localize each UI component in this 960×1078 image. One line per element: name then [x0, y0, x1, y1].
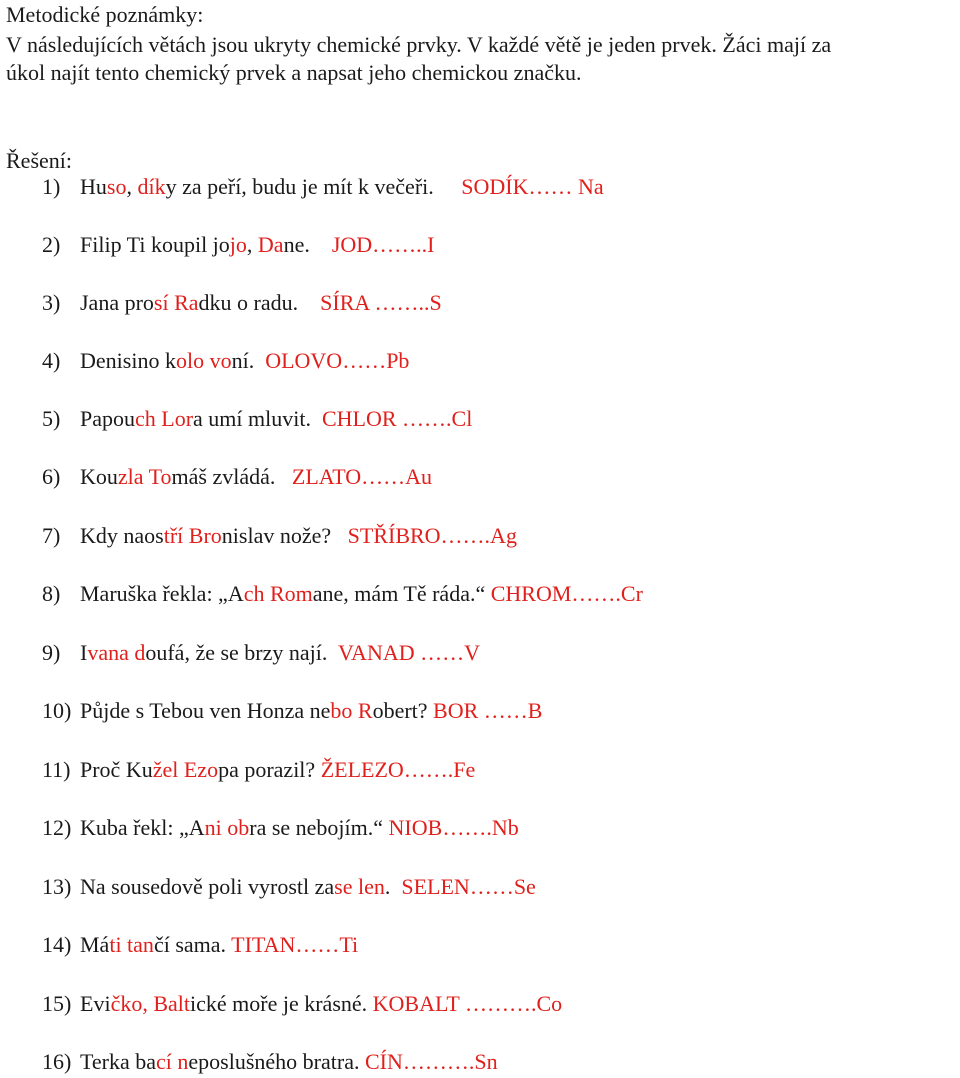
highlighted-element-fragment: ŽELEZO…….Fe — [320, 757, 476, 782]
sentence-number: 3) — [42, 290, 61, 315]
sentence-number: 8) — [42, 581, 61, 606]
highlighted-element-fragment: vana d — [87, 640, 146, 665]
sentence-fragment: Půjde s Tebou ven Honza ne — [80, 698, 331, 723]
sentence-text — [80, 1047, 498, 1077]
sentence-text — [80, 989, 562, 1019]
highlighted-element-fragment: BOR ……B — [433, 698, 543, 723]
sentence-fragment: dku o radu. — [198, 290, 321, 315]
notes-title: Metodické poznámky: — [6, 2, 204, 27]
sentence-fragment: ne. — [283, 232, 332, 257]
sentence-fragment: a umí mluvit. — [193, 406, 322, 431]
highlighted-element-fragment: Da — [257, 232, 284, 257]
sentence-text — [80, 638, 480, 668]
sentence-number: 6) — [42, 464, 61, 489]
highlighted-element-fragment: VANAD ……V — [338, 640, 480, 665]
sentence-fragment: Na sousedově poli vyrostl za — [80, 874, 335, 899]
highlighted-element-fragment: čko, Balt — [110, 991, 190, 1016]
sentence-number: 5) — [42, 406, 61, 431]
sentence-fragment: , — [246, 232, 258, 257]
sentence-text — [80, 755, 475, 785]
sentence-fragment: , — [126, 174, 138, 199]
sentence-fragment: Jana pro — [80, 290, 154, 315]
solution-title: Řešení: — [6, 148, 72, 173]
highlighted-element-fragment: so — [106, 174, 127, 199]
sentence-text — [80, 696, 542, 726]
sentence-fragment: nislav nože? — [221, 523, 348, 548]
sentence-text — [80, 579, 643, 609]
sentence-text — [80, 346, 409, 376]
sentence-fragment: Maruška řekla: „A — [80, 581, 244, 606]
sentence-number: 14) — [42, 932, 72, 957]
highlighted-element-fragment: TITAN……Ti — [231, 932, 359, 957]
sentence-fragment: pa porazil? — [218, 757, 321, 782]
sentence-fragment: Kou — [80, 464, 118, 489]
sentence-text — [80, 172, 604, 202]
highlighted-element-fragment: bo R — [330, 698, 373, 723]
sentence-number: 16) — [42, 1049, 72, 1074]
highlighted-element-fragment: zla To — [117, 464, 172, 489]
highlighted-element-fragment: STŘÍBRO…….Ag — [347, 523, 517, 548]
sentence-fragment: ní. — [231, 348, 266, 373]
sentence-number: 2) — [42, 232, 61, 257]
sentence-number: 13) — [42, 874, 72, 899]
sentence-number: 9) — [42, 640, 61, 665]
sentence-number: 7) — [42, 523, 61, 548]
highlighted-element-fragment: SODÍK…… Na — [461, 174, 604, 199]
highlighted-element-fragment: SÍRA ……..S — [320, 290, 442, 315]
sentence-number: 15) — [42, 991, 72, 1016]
sentence-fragment: Denisino k — [80, 348, 176, 373]
sentence-fragment: Proč Ku — [80, 757, 153, 782]
notes-instruction-line-2: úkol najít tento chemický prvek a napsat jeho chemickou značku. — [6, 60, 582, 85]
highlighted-element-fragment: ZLATO……Au — [291, 464, 433, 489]
sentence-fragment: oufá, že se brzy nají. — [145, 640, 338, 665]
sentence-number: 10) — [42, 698, 72, 723]
sentence-fragment: máš zvládá. — [171, 464, 292, 489]
highlighted-element-fragment: dík — [137, 174, 166, 199]
sentence-fragment: čí sama. — [153, 932, 232, 957]
highlighted-element-fragment: žel Ezo — [152, 757, 219, 782]
sentence-fragment: . — [384, 874, 402, 899]
sentence-fragment: ane, mám Tě ráda.“ — [312, 581, 491, 606]
sentence-fragment: Kuba řekl: „A — [80, 815, 205, 840]
sentence-text — [80, 462, 432, 492]
sentence-fragment: ické moře je krásné. — [190, 991, 373, 1016]
sentence-fragment: Má — [80, 932, 110, 957]
sentence-fragment: Papou — [80, 406, 135, 431]
highlighted-element-fragment: se len — [334, 874, 385, 899]
sentence-fragment: Filip Ti koupil jo — [80, 232, 230, 257]
highlighted-element-fragment: ni ob — [204, 815, 250, 840]
sentence-text — [80, 404, 472, 434]
highlighted-element-fragment: CÍN……….Sn — [364, 1049, 498, 1074]
highlighted-element-fragment: CHLOR …….Cl — [321, 406, 473, 431]
sentence-number: 1) — [42, 174, 61, 199]
notes-instruction-line-1: V následujících větách jsou ukryty chemické prvky. V každé větě je jeden prvek. Žáci mají za — [6, 32, 832, 57]
sentence-fragment: Evi — [80, 991, 111, 1016]
sentence-fragment: I — [80, 640, 88, 665]
sentence-fragment: Hu — [80, 174, 107, 199]
highlighted-element-fragment: tří Bro — [163, 523, 222, 548]
sentence-fragment: ra se nebojím.“ — [249, 815, 389, 840]
sentence-text — [80, 872, 536, 902]
sentence-text — [80, 813, 519, 843]
sentence-fragment: Kdy naos — [80, 523, 164, 548]
sentence-text — [80, 230, 435, 260]
sentence-number: 4) — [42, 348, 61, 373]
sentence-fragment: y za peří, budu je mít k večeři. — [165, 174, 462, 199]
highlighted-element-fragment: sí Ra — [153, 290, 199, 315]
highlighted-element-fragment: jo — [229, 232, 247, 257]
highlighted-element-fragment: JOD……..I — [331, 232, 435, 257]
highlighted-element-fragment: ti tan — [109, 932, 154, 957]
highlighted-element-fragment: KOBALT ……….Co — [372, 991, 563, 1016]
highlighted-element-fragment: CHROM…….Cr — [490, 581, 643, 606]
sentence-number: 12) — [42, 815, 72, 840]
sentence-fragment: eposlušného bratra. — [188, 1049, 365, 1074]
highlighted-element-fragment: OLOVO……Pb — [265, 348, 410, 373]
sentence-text — [80, 521, 517, 551]
sentence-number: 11) — [42, 757, 71, 782]
sentence-text — [80, 288, 442, 318]
highlighted-element-fragment: ch Lor — [135, 406, 194, 431]
highlighted-element-fragment: ch Rom — [243, 581, 313, 606]
sentence-fragment: Terka ba — [80, 1049, 157, 1074]
highlighted-element-fragment: olo vo — [175, 348, 232, 373]
highlighted-element-fragment: SELEN……Se — [401, 874, 536, 899]
highlighted-element-fragment: cí n — [156, 1049, 189, 1074]
sentence-text — [80, 930, 358, 960]
sentence-fragment: obert? — [372, 698, 434, 723]
highlighted-element-fragment: NIOB…….Nb — [388, 815, 519, 840]
